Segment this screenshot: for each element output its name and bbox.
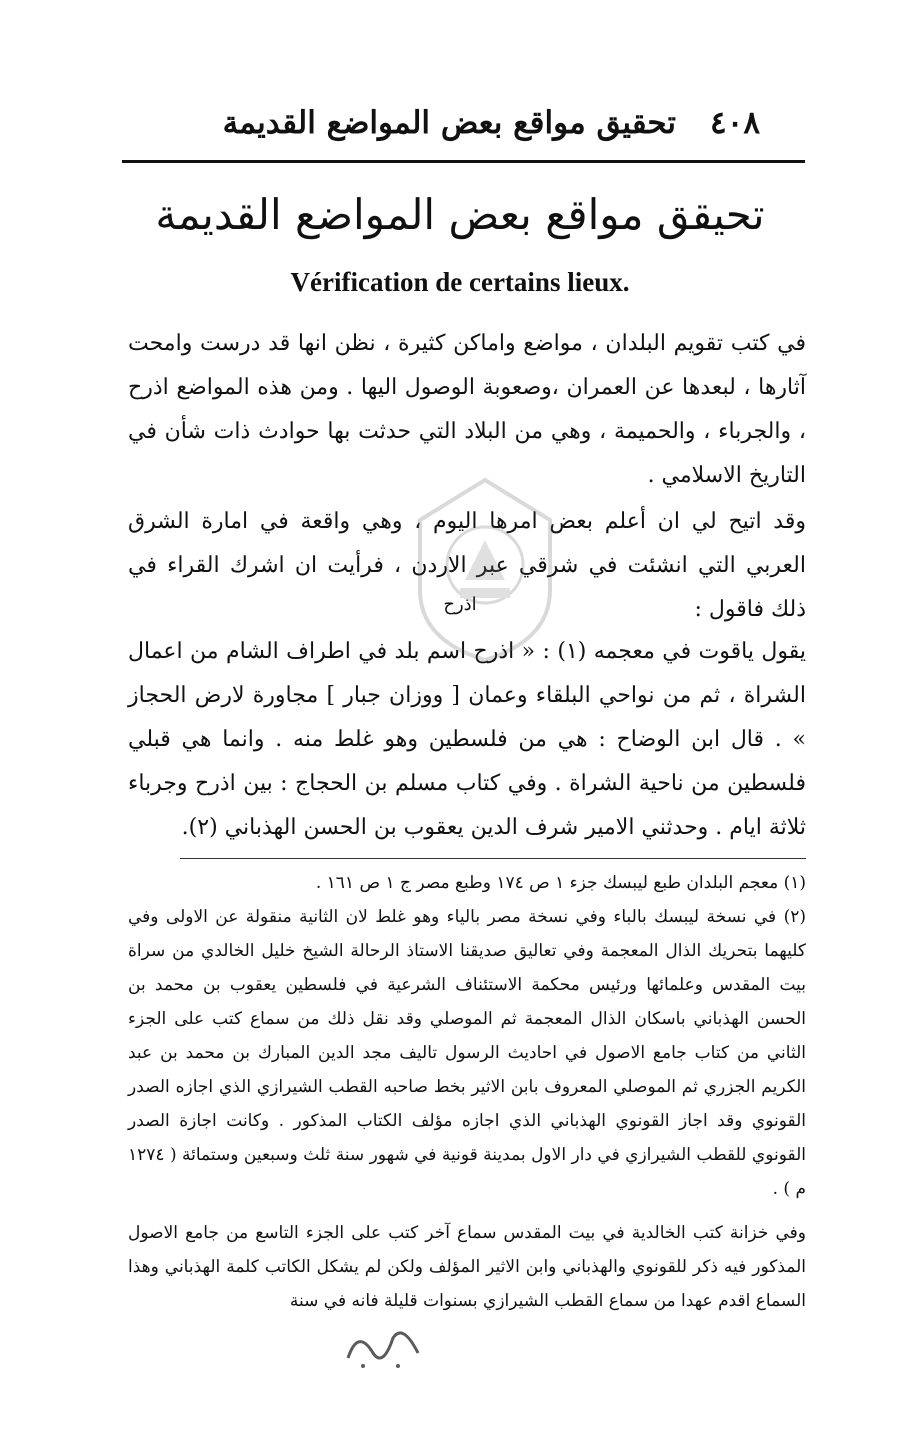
footnote-2: (٢) في نسخة ليبسك بالباء وفي نسخة مصر بالياء وهو غلط لان الثانية منقولة عن الاولى وفي كليهما بتحريك الذال المعجمة وفي تعاليق صديقنا الاستاذ الرحالة الشيخ خليل الخالدي من سراة بيت المقدس وعلمائها ورئيس محكمة الاستئناف الشرعية في فلسطين يعقوب بن محمد بن الحسن الهذباني باسكان الذال المعجمة ثم الموصلي وقد نقل ذلك من سماع كتب على الجزء الثاني من كتاب جامع الاصول في احاديث الرسول تاليف مجد الدين المبارك بن محمد بن عبد الكريم الجزري ثم الموصلي المعروف بابن الاثير بخط صاحبه القطب الشيرازي الذي اجازه الصدر القونوي وقد اجاز القونوي الهذباني الذي اجازه مؤلف الكتاب المذكور . وكانت اجازة الصدر القونوي للقطب الشيرازي في دار الاول بمدينة قونية في شهور سنة ثلث وسبعين وستمائة ( ١٢٧٤ م ) . (128, 907, 806, 1199)
footnotes (128, 866, 806, 1206)
footnote-1: (١) معجم البلدان طبع ليبسك جزء ١ ص ١٧٤ وطبع مصر ج ١ ص ١٦١ . (315, 873, 806, 893)
footnote-rule (180, 858, 806, 859)
paragraph: وفي خزانة كتب الخالدية في بيت المقدس سماع آخر كتب على الجزء التاسع من جامع الاصول المذكور فيه ذكر للقونوي والهذباني وابن الاثير المؤلف ولكن لم يشكل الكاتب كلمة الهذباني وهذا السماع اقدم عهدا من سماع القطب الشيرازي بسنوات قليلة فانه في سنة (128, 1223, 806, 1311)
article-title-arabic: تحيقق مواقع بعض المواضع القديمة (155, 190, 765, 239)
addendum-paragraph (128, 1216, 806, 1318)
paragraph: وقد اتيح لي ان أعلم بعض امرها اليوم ، وهي واقعة في امارة الشرق العربي التي انشئت في شرقي عبر الاردن ، فرأيت ان اشرك القراء في ذلك فاقول : (128, 509, 806, 622)
library-watermark-icon (400, 470, 570, 670)
paragraph: يقول ياقوت في معجمه (١) : « اذرح اسم بلد في اطراف الشام من اعمال الشراة ، ثم من نواحي البلقاء وعمان [ ووزان جبار ] مجاورة لارض الحجاز » . قال ابن الوضاح : هي من فلسطين وهو غلط منه . وانما هي قبلي فلسطين من ناحية الشراة . وفي كتاب مسلم بن الحجاج : بين اذرح وجرباء ثلاثة ايام . وحدثني الامير شرف الدين يعقوب بن الحسن الهذباني (٢). (128, 639, 806, 840)
header-rule (122, 160, 805, 163)
ink-stamp-icon (338, 1318, 428, 1378)
page-number: ٤٠٨ (710, 105, 760, 141)
article-title-french: Vérification de certains lieux. (290, 267, 630, 297)
running-header (120, 98, 760, 148)
section-subheading: اذرح (443, 594, 477, 615)
paragraph: في كتب تقويم البلدان ، مواضع واماكن كثيرة ، نظن انها قد درست وامحت آثارها ، لبعدها عن العمران ،وصعوبة الوصول اليها . ومن هذه المواضع اذرح ، والجرباء ، والحميمة ، وهي من البلاد التي حدثت بها حوادث ذات شأن في التاريخ الاسلامي . (128, 331, 806, 488)
running-title: تحقيق مواقع بعض المواضع القديمة (222, 105, 677, 141)
